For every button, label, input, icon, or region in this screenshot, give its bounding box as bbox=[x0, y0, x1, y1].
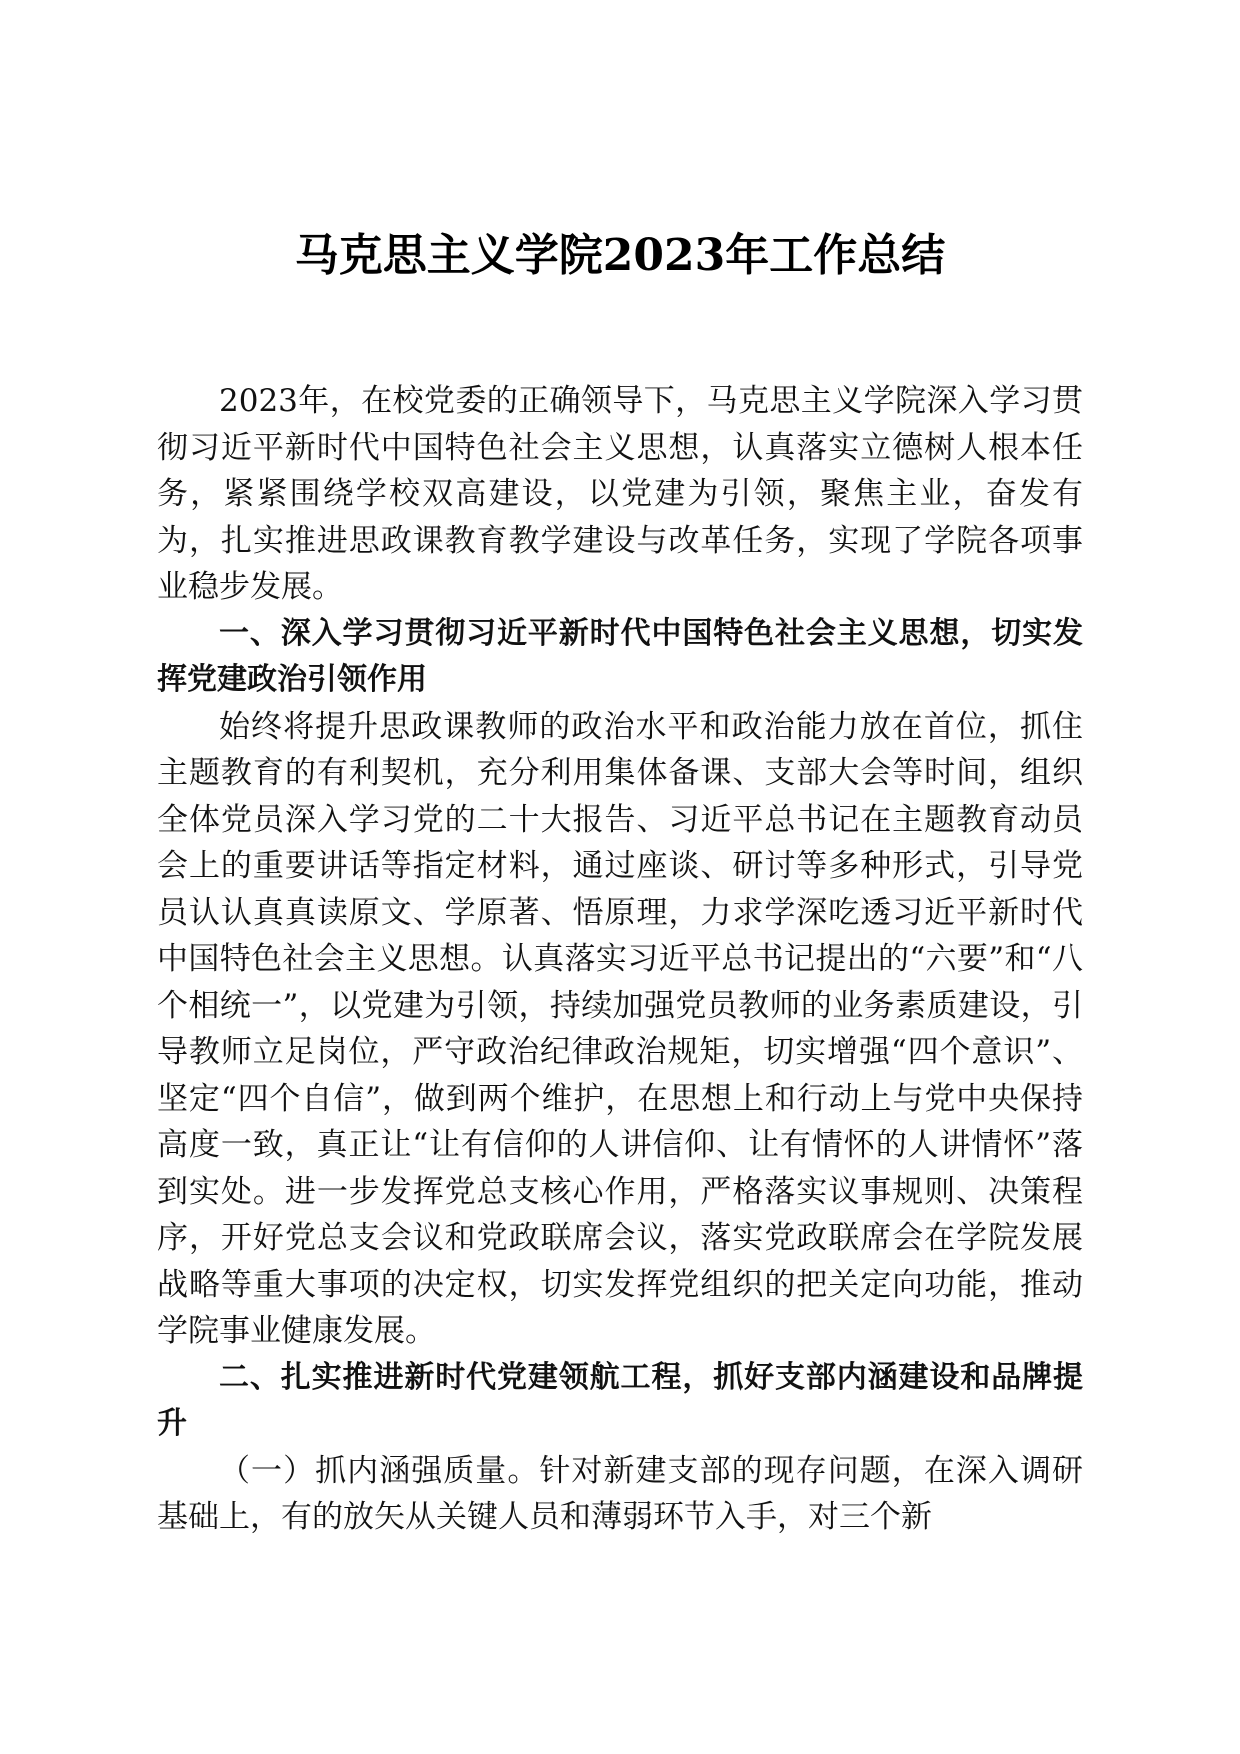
document-title: 马克思主义学院2023年工作总结 bbox=[294, 230, 946, 281]
document-body bbox=[157, 378, 1083, 1541]
intro-paragraph: 2023年，在校党委的正确领导下，马克思主义学院深入学习贯彻习近平新时代中国特色社会主义思想，认真落实立德树人根本任务，紧紧围绕学校双高建设，以党建为引领，聚焦主业，奋发有为，扎实推进思政课教育教学建设与改革任务，实现了学院各项事业稳步发展。 bbox=[157, 383, 1083, 605]
section-2-paragraph: （一）抓内涵强质量。针对新建支部的现存问题，在深入调研基础上，有的放矢从关键人员和薄弱环节入手，对三个新 bbox=[157, 1452, 1083, 1535]
section-heading-2: 二、扎实推进新时代党建领航工程，抓好支部内涵建设和品牌提升 bbox=[157, 1359, 1083, 1441]
section-heading-1: 一、深入学习贯彻习近平新时代中国特色社会主义思想，切实发挥党建政治引领作用 bbox=[157, 615, 1083, 697]
section-1-paragraph: 始终将提升思政课教师的政治水平和政治能力放在首位，抓住主题教育的有利契机，充分利用集体备课、支部大会等时间，组织全体党员深入学习党的二十大报告、习近平总书记在主题教育动员会上的重要讲话等指定材料，通过座谈、研讨等多种形式，引导党员认认真真读原文、学原著、悟原理，力求学深吃透习近平新时代中国特色社会主义思想。认真落实习近平总书记提出的“六要”和“八个相统一”，以党建为引领，持续加强党员教师的业务素质建设，引导教师立足岗位，严守政治纪律政治规矩，切实增强“四个意识”、坚定“四个自信”，做到两个维护，在思想上和行动上与党中央保持高度一致，真正让“让有信仰的人讲信仰、让有情怀的人讲情怀”落到实处。进一步发挥党总支核心作用，严格落实议事规则、决策程序，开好党总支会议和党政联席会议，落实党政联席会在学院发展战略等重大事项的决定权，切实发挥党组织的把关定向功能，推动学院事业健康发展。 bbox=[157, 708, 1083, 1349]
